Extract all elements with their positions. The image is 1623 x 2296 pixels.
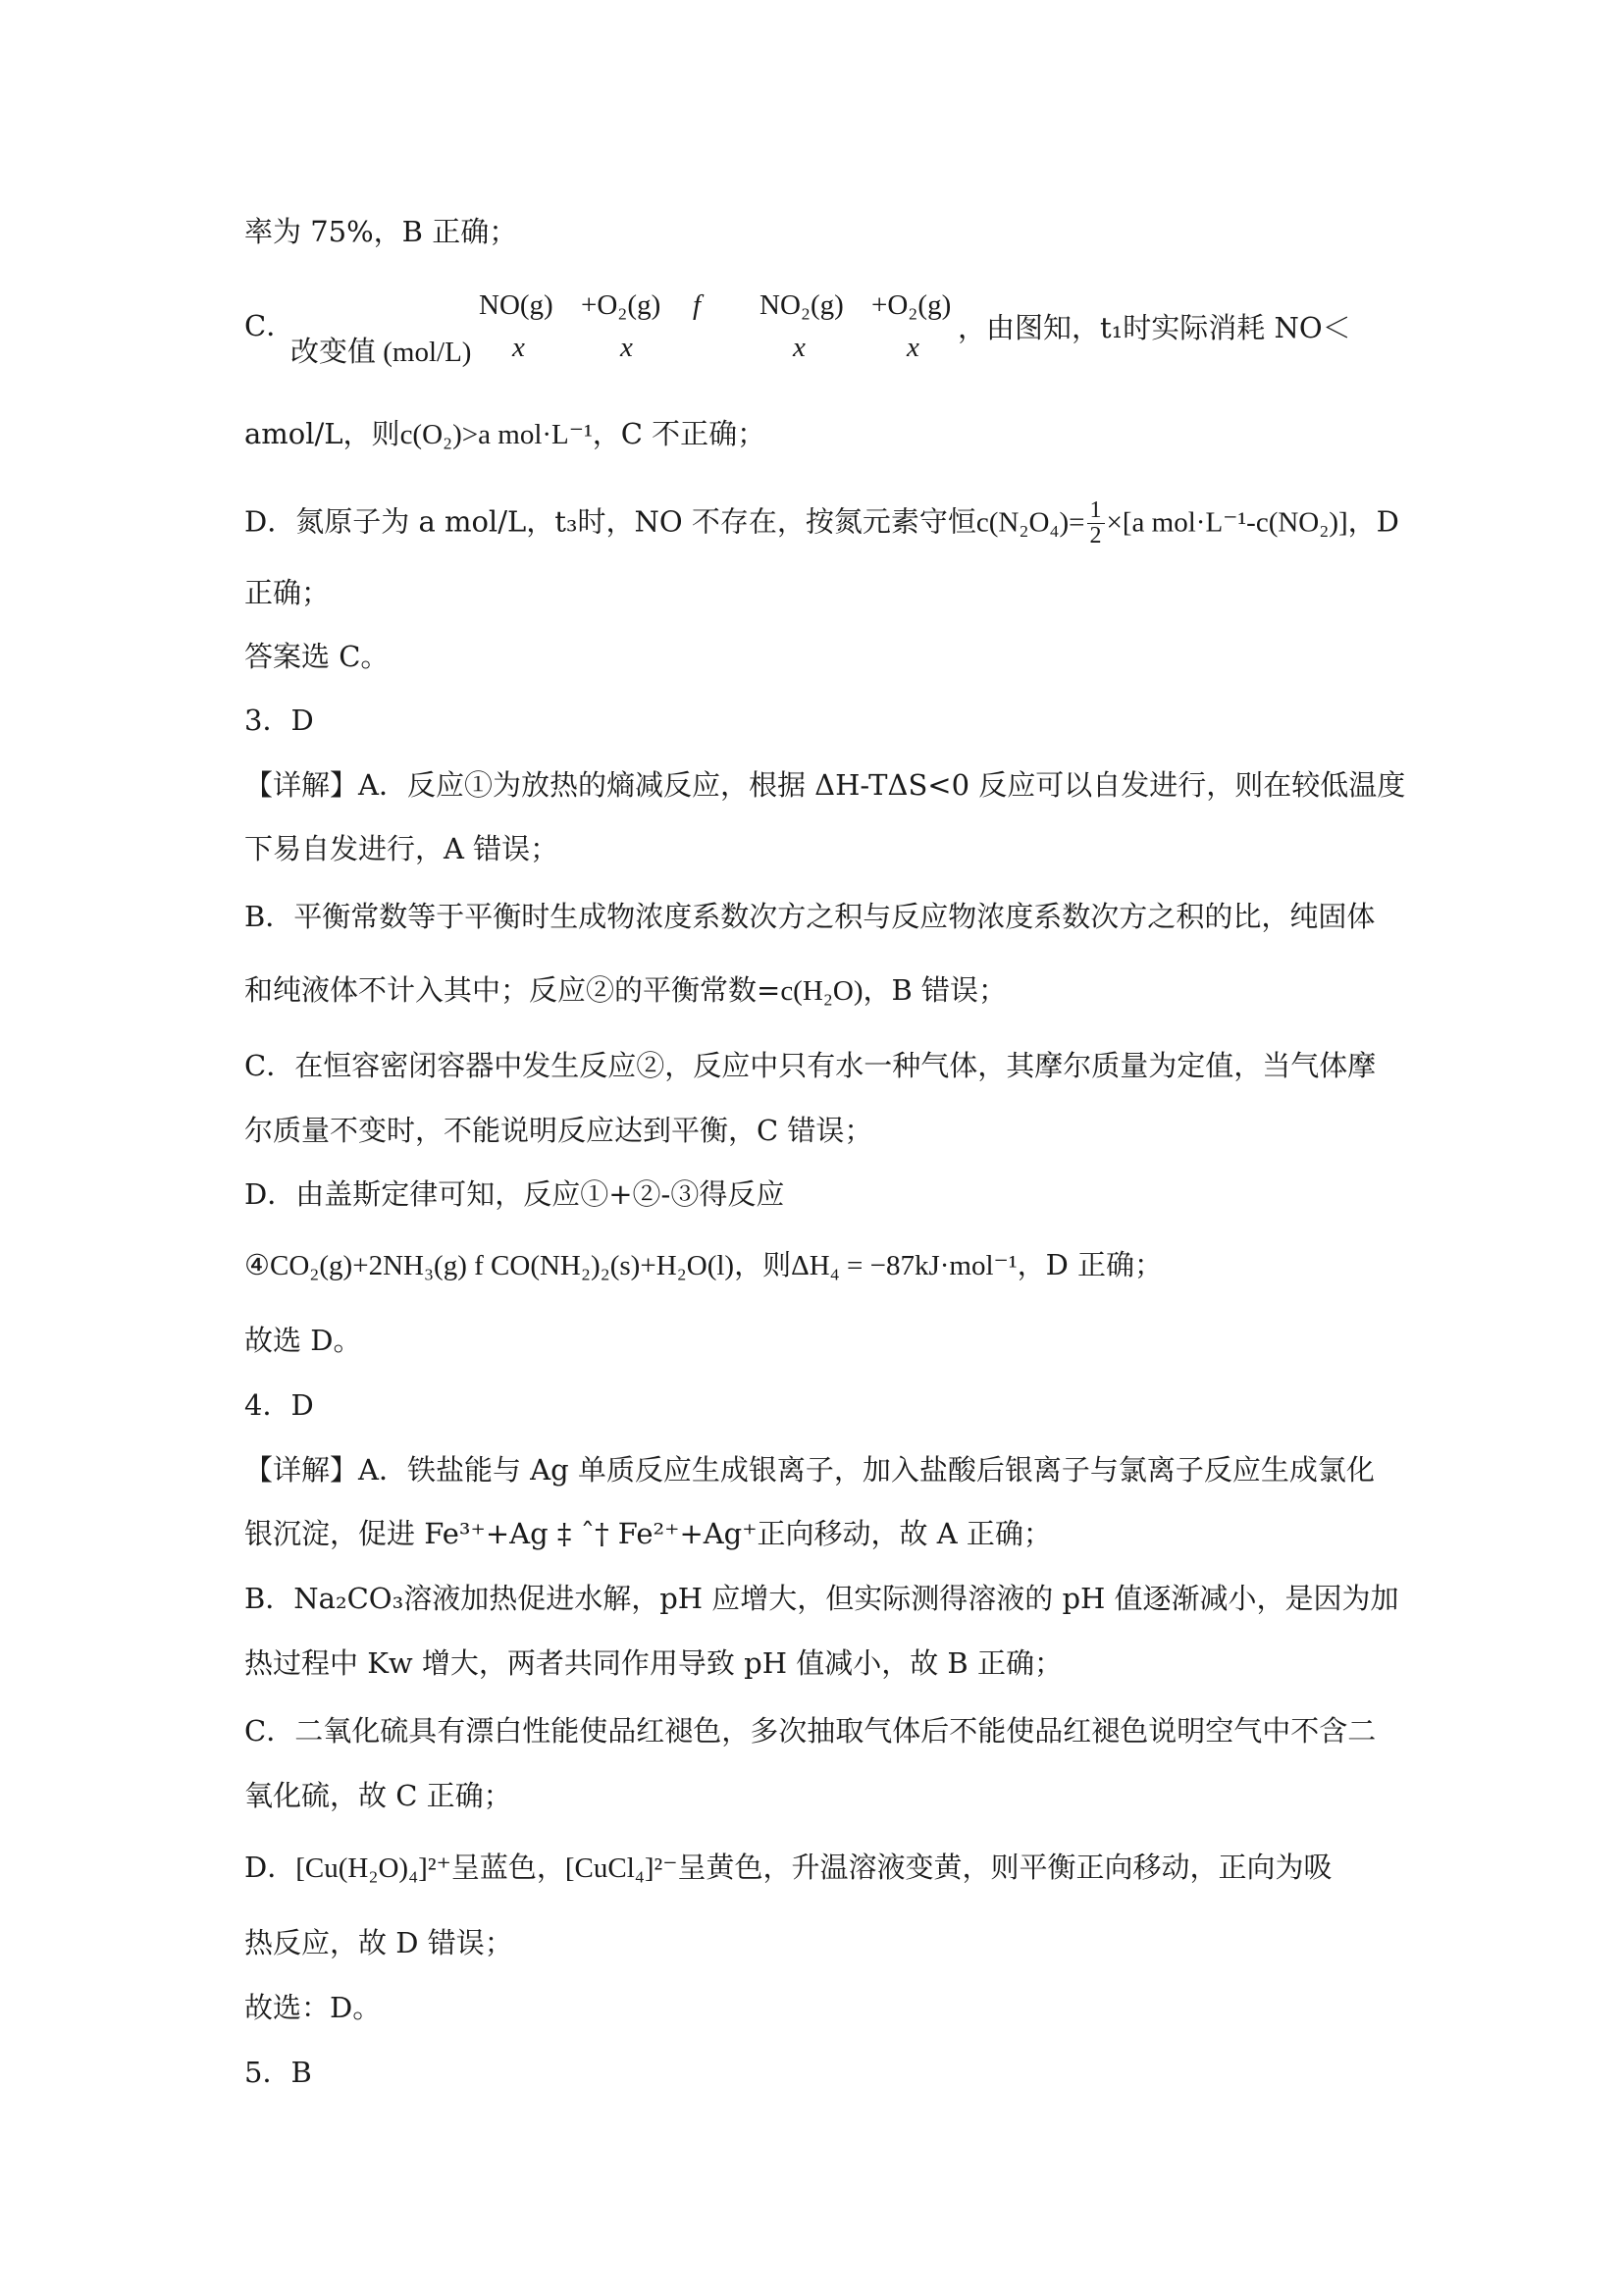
text-line: 氧化硫，故 C 正确；	[244, 1779, 512, 1812]
text-span: 和纯液体不计入其中；反应②的平衡常数=	[244, 973, 781, 1007]
reaction-species: +O₂(g)	[581, 289, 661, 321]
text-line	[244, 973, 1008, 1007]
text-span: ，C 不正确；	[592, 417, 766, 450]
text-line: 【详解】A．反应①为放热的熵减反应，根据 ΔH-TΔS<0 反应可以自发进行，则在较低温度	[244, 768, 1406, 802]
fraction-numerator: 1	[1087, 498, 1105, 524]
text-span: ④	[244, 1248, 270, 1281]
formula: [CuCl₄]²⁻	[564, 1852, 678, 1884]
reaction-arrow: f	[693, 289, 702, 321]
reaction-species: +O₂(g)	[871, 289, 952, 321]
row-label: 改变值 (mol/L)	[290, 337, 472, 368]
text-line: C．二氧化硫具有漂白性能使品红褪色，多次抽取气体后不能使品红褪色说明空气中不含二	[244, 1714, 1377, 1748]
formula: CO₂(g)+2NH₃(g) f CO(NH₂)₂(s)+H₂O(l)	[270, 1250, 735, 1281]
text-line: ，由图知，t₁时实际消耗 NO＜	[958, 311, 1351, 344]
text-span: ，则	[734, 1248, 792, 1281]
formula: ΔH₄ = −87kJ·mol⁻¹	[791, 1250, 1018, 1281]
text-line: 【详解】A．铁盐能与 Ag 单质反应生成银离子，加入盐酸后银离子与氯离子反应生成氯化	[244, 1453, 1375, 1487]
formula: c(O₂)>a mol·L⁻¹	[399, 419, 593, 450]
fraction	[1087, 498, 1105, 548]
answer-heading: 3．D	[244, 704, 314, 737]
fraction-denominator: 2	[1089, 523, 1102, 549]
text-span: ，D	[1347, 504, 1399, 539]
text-line: 尔质量不变时，不能说明反应达到平衡，C 错误；	[244, 1114, 873, 1147]
answer-heading: 4．D	[244, 1388, 314, 1422]
text-line: 故选 D。	[244, 1324, 362, 1357]
text-line: 率为 75%，B 正确；	[244, 215, 518, 248]
formula: [Cu(H₂O)₄]²⁺	[295, 1852, 451, 1884]
text-line: B．Na₂CO₃溶液加热促进水解，pH 应增大，但实际测得溶液的 pH 值逐渐减小，是因为加	[244, 1582, 1399, 1615]
text-span: D．氮原子为 a mol/L，t₃时，NO 不存在，按氮元素守恒	[244, 504, 976, 539]
answer-heading: 5．B	[244, 2056, 312, 2089]
text-span: 呈黄色，升温溶液变黄，则平衡正向移动，正向为吸	[677, 1851, 1333, 1884]
text-span: amol/L，则	[244, 417, 400, 450]
change-value: x	[512, 332, 525, 363]
text-line: D．由盖斯定律可知，反应①+②-③得反应	[244, 1177, 785, 1211]
text-line: 正确；	[244, 576, 331, 609]
text-line: C．在恒容密闭容器中发生反应②，反应中只有水一种气体，其摩尔质量为定值，当气体摩	[244, 1049, 1377, 1082]
text-line: 答案选 C。	[244, 640, 390, 673]
text-line: B．平衡常数等于平衡时生成物浓度系数次方之积与反应物浓度系数次方之积的比，纯固体	[244, 900, 1376, 933]
text-line	[244, 498, 1399, 548]
formula: c(H₂O)	[780, 975, 864, 1007]
reaction-species: NO₂(g)	[759, 289, 844, 321]
text-line: 下易自发进行，A 错误；	[244, 832, 559, 865]
text-line	[244, 417, 766, 450]
change-value: x	[907, 332, 919, 363]
text-span: ，B 错误；	[863, 973, 1008, 1007]
change-value: x	[620, 332, 633, 363]
text-line: 热反应，故 D 错误；	[244, 1926, 513, 1959]
reaction-species: NO(g)	[479, 289, 553, 321]
text-line: 热过程中 Kw 增大，两者共同作用导致 pH 值减小，故 B 正确；	[244, 1646, 1063, 1680]
text-span: D．	[244, 1851, 296, 1884]
text-span: ，D 正确；	[1017, 1248, 1164, 1281]
formula: ×[a mol·L⁻¹-c(NO₂)]	[1106, 506, 1348, 539]
text-line	[244, 1248, 1164, 1281]
change-value: x	[793, 332, 806, 363]
text-line: 银沉淀，促进 Fe³⁺+Ag ‡ ˆ† Fe²⁺+Ag⁺正向移动，故 A 正确；	[244, 1517, 1052, 1550]
text-line	[244, 1853, 1333, 1883]
formula: c(N₂O₄)=	[975, 506, 1085, 539]
text-span: 呈蓝色，	[450, 1851, 565, 1884]
text-line-prefix: C．	[244, 309, 295, 342]
text-line: 故选：D。	[244, 1991, 382, 2024]
